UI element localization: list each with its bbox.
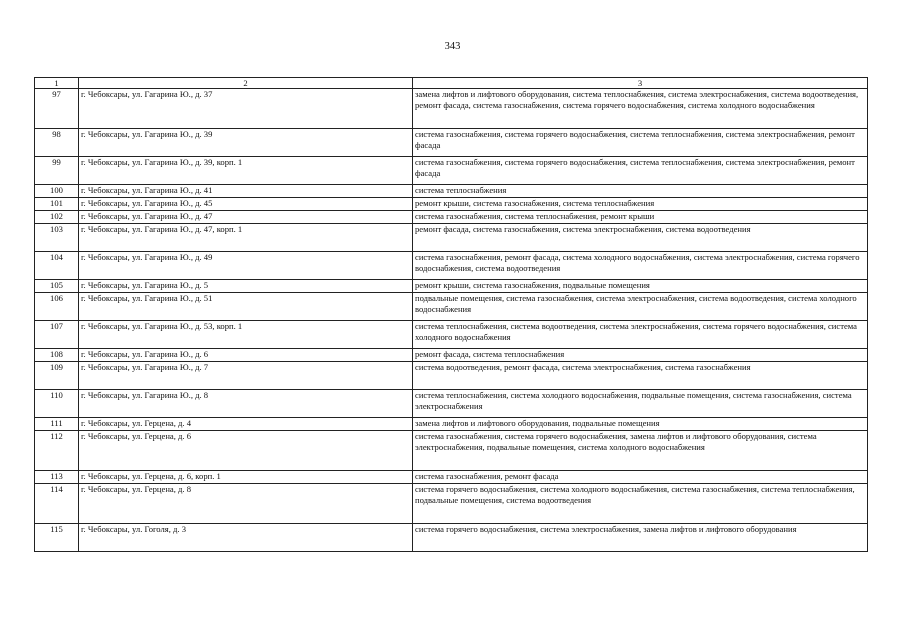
row-works: система горячего водоснабжения, система холодного водоснабжения, система газоснабжения, система теплоснабжения, подвальные помещения, система водоотведения [413, 484, 868, 524]
row-address: г. Чебоксары, ул. Гагарина Ю., д. 7 [79, 362, 413, 390]
row-works: система газоснабжения, система горячего водоснабжения, система теплоснабжения, система электроснабжения, ремонт фасада [413, 129, 868, 157]
row-address: г. Чебоксары, ул. Гагарина Ю., д. 39 [79, 129, 413, 157]
row-works: система теплоснабжения, система водоотведения, система электроснабжения, система горячего водоснабжения, система холодного водоснабжения [413, 321, 868, 349]
row-address: г. Чебоксары, ул. Гагарина Ю., д. 47, корп. 1 [79, 224, 413, 252]
row-address: г. Чебоксары, ул. Гагарина Ю., д. 45 [79, 198, 413, 211]
buildings-table [34, 77, 868, 552]
row-number: 110 [35, 390, 79, 418]
table-row [35, 280, 868, 293]
row-number: 104 [35, 252, 79, 280]
row-number: 111 [35, 418, 79, 431]
column-header-works: 3 [413, 78, 868, 89]
row-number: 112 [35, 431, 79, 471]
row-address: г. Чебоксары, ул. Гагарина Ю., д. 6 [79, 349, 413, 362]
row-number: 113 [35, 471, 79, 484]
row-works: система водоотведения, ремонт фасада, система электроснабжения, система газоснабжения [413, 362, 868, 390]
table-row [35, 198, 868, 211]
row-works: система газоснабжения, ремонт фасада [413, 471, 868, 484]
column-header-number: 1 [35, 78, 79, 89]
row-works: система горячего водоснабжения, система электроснабжения, замена лифтов и лифтового оборудования [413, 524, 868, 552]
row-works: система газоснабжения, система теплоснабжения, ремонт крыши [413, 211, 868, 224]
row-address: г. Чебоксары, ул. Герцена, д. 8 [79, 484, 413, 524]
row-number: 100 [35, 185, 79, 198]
column-header-address: 2 [79, 78, 413, 89]
row-address: г. Чебоксары, ул. Герцена, д. 4 [79, 418, 413, 431]
row-number: 115 [35, 524, 79, 552]
row-works: система газоснабжения, ремонт фасада, система холодного водоснабжения, система электроснабжения, система горячего водоснабжения, система водоотведения [413, 252, 868, 280]
table-row [35, 293, 868, 321]
table-row [35, 484, 868, 524]
row-works: подвальные помещения, система газоснабжения, система электроснабжения, система водоотведения, система холодного водоснабжения [413, 293, 868, 321]
row-number: 102 [35, 211, 79, 224]
row-works: замена лифтов и лифтового оборудования, система теплоснабжения, система электроснабжения, система водоотведения, ремонт фасада, система газоснабжения, система горячего водоснабжения, система холодного водоснабжения [413, 89, 868, 129]
row-number: 99 [35, 157, 79, 185]
row-address: г. Чебоксары, ул. Гагарина Ю., д. 37 [79, 89, 413, 129]
table-row [35, 252, 868, 280]
table-row [35, 362, 868, 390]
table-row [35, 390, 868, 418]
row-number: 106 [35, 293, 79, 321]
row-works: система теплоснабжения, система холодного водоснабжения, подвальные помещения, система газоснабжения, система электроснабжения [413, 390, 868, 418]
row-number: 105 [35, 280, 79, 293]
row-address: г. Чебоксары, ул. Гоголя, д. 3 [79, 524, 413, 552]
table-row [35, 211, 868, 224]
row-address: г. Чебоксары, ул. Герцена, д. 6, корп. 1 [79, 471, 413, 484]
table-row [35, 157, 868, 185]
row-number: 98 [35, 129, 79, 157]
table-row [35, 129, 868, 157]
table-row [35, 431, 868, 471]
row-number: 108 [35, 349, 79, 362]
row-address: г. Чебоксары, ул. Гагарина Ю., д. 53, корп. 1 [79, 321, 413, 349]
row-works: система газоснабжения, система горячего водоснабжения, замена лифтов и лифтового оборудования, система электроснабжения, подвальные помещения, система холодного водоснабжения [413, 431, 868, 471]
row-address: г. Чебоксары, ул. Гагарина Ю., д. 49 [79, 252, 413, 280]
row-works: ремонт фасада, система теплоснабжения [413, 349, 868, 362]
row-number: 97 [35, 89, 79, 129]
row-address: г. Чебоксары, ул. Герцена, д. 6 [79, 431, 413, 471]
row-works: замена лифтов и лифтового оборудования, подвальные помещения [413, 418, 868, 431]
table-row [35, 471, 868, 484]
row-number: 114 [35, 484, 79, 524]
row-address: г. Чебоксары, ул. Гагарина Ю., д. 41 [79, 185, 413, 198]
row-address: г. Чебоксары, ул. Гагарина Ю., д. 8 [79, 390, 413, 418]
row-works: система газоснабжения, система горячего водоснабжения, система теплоснабжения, система электроснабжения, ремонт фасада [413, 157, 868, 185]
row-works: ремонт крыши, система газоснабжения, подвальные помещения [413, 280, 868, 293]
row-address: г. Чебоксары, ул. Гагарина Ю., д. 39, корп. 1 [79, 157, 413, 185]
table-row [35, 418, 868, 431]
row-number: 103 [35, 224, 79, 252]
table-row [35, 89, 868, 129]
row-works: ремонт фасада, система газоснабжения, система электроснабжения, система водоотведения [413, 224, 868, 252]
page-number: 343 [444, 41, 461, 52]
row-number: 101 [35, 198, 79, 211]
table-row [35, 349, 868, 362]
table-row [35, 224, 868, 252]
row-address: г. Чебоксары, ул. Гагарина Ю., д. 47 [79, 211, 413, 224]
row-works: система теплоснабжения [413, 185, 868, 198]
row-number: 109 [35, 362, 79, 390]
table-row [35, 321, 868, 349]
row-number: 107 [35, 321, 79, 349]
table-header-row [35, 78, 868, 89]
table-row [35, 185, 868, 198]
table-row [35, 524, 868, 552]
row-works: ремонт крыши, система газоснабжения, система теплоснабжения [413, 198, 868, 211]
row-address: г. Чебоксары, ул. Гагарина Ю., д. 51 [79, 293, 413, 321]
row-address: г. Чебоксары, ул. Гагарина Ю., д. 5 [79, 280, 413, 293]
